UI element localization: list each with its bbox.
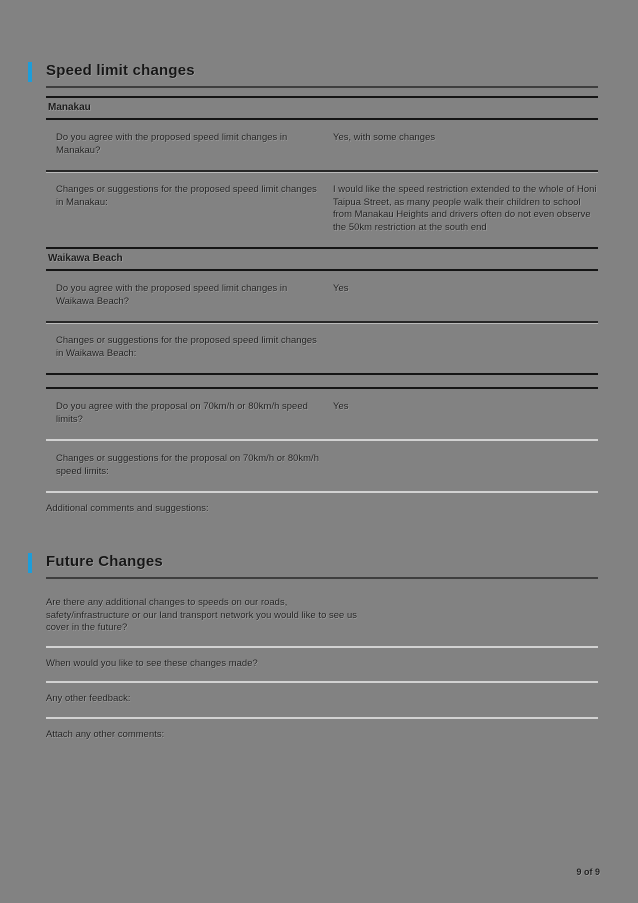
question-label: Changes or suggestions for the proposed speed limit changes in Waikawa Beach:: [56, 335, 317, 359]
question-label: Are there any additional changes to speeds on our roads, safety/infrastructure or our land transport network you would like to see us cover in the future?: [46, 596, 358, 634]
answer-text: Yes, with some changes: [333, 132, 436, 143]
qa-row: [46, 323, 598, 373]
question-label: Do you agree with the proposed speed limit changes in Waikawa Beach?: [56, 283, 288, 307]
question-label: Do you agree with the proposed speed limit changes in Manakau?: [56, 132, 288, 156]
answer-text: Yes: [333, 283, 349, 295]
question-label: When would you like to see these changes made?: [46, 657, 258, 669]
future-question-row: [46, 683, 598, 719]
speed-limit-title-block: [46, 62, 598, 88]
qa-row: [46, 120, 598, 172]
qa-row: [46, 389, 598, 441]
future-question-row: [46, 719, 598, 753]
question-label: Do you agree with the proposal on 70km/h or 80km/h speed limits?: [56, 401, 308, 425]
answer-text: Yes: [333, 401, 349, 413]
future-question-row: [46, 648, 598, 684]
question-label: Attach any other comments:: [46, 728, 165, 740]
section-title-future-changes: Future Changes: [46, 552, 163, 570]
answer-text: [333, 453, 598, 478]
blue-accent-bar-icon: [28, 553, 32, 573]
subheader-unnamed: [46, 373, 598, 389]
additional-comments-label: Additional comments and suggestions:: [46, 503, 209, 515]
qa-row: [46, 172, 598, 247]
question-label: Changes or suggestions for the proposed speed limit changes in Manakau:: [56, 184, 317, 208]
future-question-row: [46, 587, 598, 648]
subheader-waikawa-beach: Waikawa Beach: [46, 247, 598, 271]
qa-row: [46, 441, 598, 493]
page-content: [46, 62, 598, 752]
qa-row: [46, 271, 598, 323]
blue-accent-bar-icon: [28, 62, 32, 82]
answer-text: [333, 335, 598, 360]
subheader-manakau: Manakau: [46, 96, 598, 120]
section-title-speed-limit-changes: Speed limit changes: [46, 62, 195, 79]
question-label: Changes or suggestions for the proposal on 70km/h or 80km/h speed limits:: [56, 453, 319, 477]
future-changes-title-block: [46, 553, 598, 579]
page-number-indicator: 9 of 9: [576, 867, 600, 877]
answer-text: I would like the speed restriction extended to the whole of Honi Taipua Street, as many people walk their children to school from Manakau Heights and drivers often do not even observe the 50km restriction at the south end: [333, 184, 597, 233]
question-label: Any other feedback:: [46, 693, 131, 705]
